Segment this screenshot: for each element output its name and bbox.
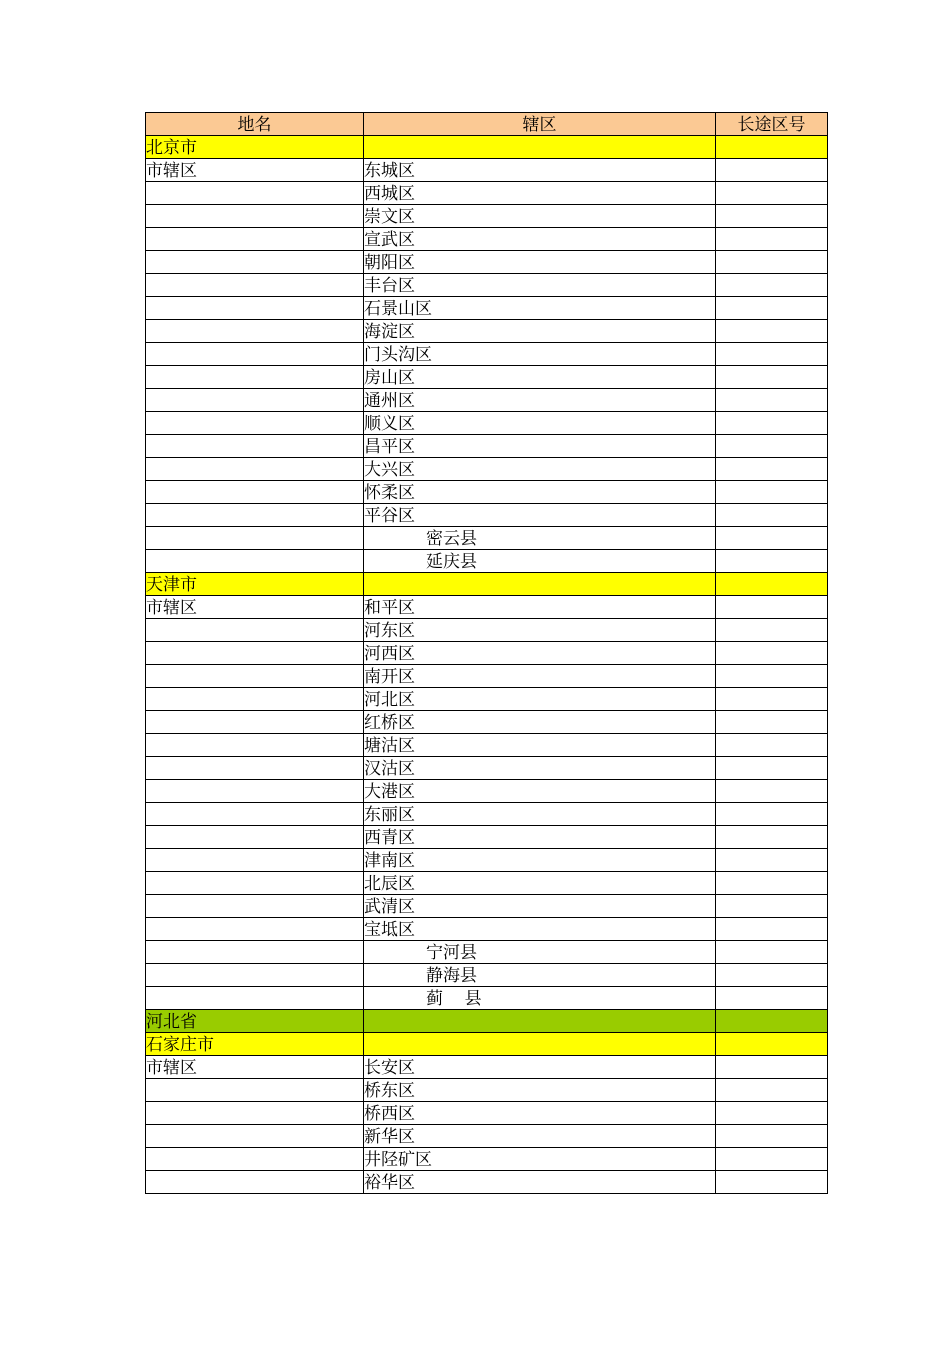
table-row [146, 964, 828, 987]
place-name-cell[interactable] [146, 757, 364, 780]
city-name-cell[interactable]: 石家庄市 [146, 1033, 364, 1056]
place-name-cell[interactable] [146, 366, 364, 389]
table-row [146, 1102, 828, 1125]
area-code-cell[interactable] [716, 619, 828, 642]
area-code-cell[interactable] [716, 228, 828, 251]
area-code-cell[interactable] [716, 1010, 828, 1033]
area-code-cell[interactable] [716, 941, 828, 964]
place-name-cell[interactable] [146, 297, 364, 320]
district-cell[interactable]: 大兴区 [364, 458, 716, 481]
area-code-cell[interactable] [716, 182, 828, 205]
table-row [146, 1125, 828, 1148]
district-cell[interactable]: 河北区 [364, 688, 716, 711]
district-cell[interactable]: 北辰区 [364, 872, 716, 895]
area-code-cell[interactable] [716, 504, 828, 527]
place-name-cell[interactable] [146, 987, 364, 1010]
area-code-cell[interactable] [716, 642, 828, 665]
area-code-cell[interactable] [716, 872, 828, 895]
city-name-cell[interactable]: 天津市 [146, 573, 364, 596]
area-code-cell[interactable] [716, 964, 828, 987]
header-area-code[interactable]: 长途区号 [716, 113, 828, 136]
place-name-cell[interactable] [146, 458, 364, 481]
table-row [146, 527, 828, 550]
district-cell[interactable] [364, 573, 716, 596]
place-name-cell[interactable] [146, 1079, 364, 1102]
area-code-cell[interactable] [716, 550, 828, 573]
district-cell[interactable]: 裕华区 [364, 1171, 716, 1194]
table-row [146, 1079, 828, 1102]
table-row [146, 734, 828, 757]
area-code-cell[interactable] [716, 389, 828, 412]
district-cell[interactable]: 汉沽区 [364, 757, 716, 780]
table-row [146, 826, 828, 849]
table-row [146, 435, 828, 458]
table-row [146, 619, 828, 642]
place-name-cell[interactable] [146, 412, 364, 435]
table-row [146, 688, 828, 711]
place-name-cell[interactable] [146, 895, 364, 918]
place-name-cell[interactable] [146, 251, 364, 274]
area-code-cell[interactable] [716, 435, 828, 458]
area-code-cell[interactable] [716, 159, 828, 182]
table-row [146, 872, 828, 895]
place-name-cell[interactable] [146, 918, 364, 941]
area-code-cell[interactable] [716, 895, 828, 918]
area-code-cell[interactable] [716, 1102, 828, 1125]
area-code-cell[interactable] [716, 412, 828, 435]
district-cell[interactable]: 海淀区 [364, 320, 716, 343]
table-row [146, 182, 828, 205]
area-code-cell[interactable] [716, 711, 828, 734]
district-cell[interactable] [364, 1033, 716, 1056]
place-name-cell[interactable] [146, 688, 364, 711]
place-name-cell[interactable] [146, 343, 364, 366]
district-cell[interactable]: 红桥区 [364, 711, 716, 734]
table-row [146, 481, 828, 504]
area-code-cell[interactable] [716, 366, 828, 389]
area-code-cell[interactable] [716, 757, 828, 780]
district-cell[interactable]: 蓟 县 [364, 987, 716, 1010]
place-name-cell[interactable] [146, 941, 364, 964]
district-cell[interactable]: 桥东区 [364, 1079, 716, 1102]
place-name-cell[interactable] [146, 527, 364, 550]
area-code-cell[interactable] [716, 780, 828, 803]
table-row [146, 389, 828, 412]
district-cell[interactable]: 怀柔区 [364, 481, 716, 504]
area-code-table [145, 112, 828, 1194]
area-code-cell[interactable] [716, 918, 828, 941]
place-name-cell[interactable] [146, 734, 364, 757]
district-cell[interactable]: 和平区 [364, 596, 716, 619]
table-row [146, 596, 828, 619]
area-code-cell[interactable] [716, 458, 828, 481]
district-cell[interactable]: 长安区 [364, 1056, 716, 1079]
district-cell[interactable]: 宁河县 [364, 941, 716, 964]
city-row [146, 1033, 828, 1056]
table-row [146, 849, 828, 872]
district-cell[interactable]: 宣武区 [364, 228, 716, 251]
table-row [146, 665, 828, 688]
header-district[interactable]: 辖区 [364, 113, 716, 136]
place-name-cell[interactable] [146, 849, 364, 872]
area-code-cell[interactable] [716, 826, 828, 849]
district-cell[interactable]: 西城区 [364, 182, 716, 205]
table-row [146, 205, 828, 228]
table-row [146, 343, 828, 366]
place-name-cell[interactable] [146, 389, 364, 412]
district-cell[interactable]: 河西区 [364, 642, 716, 665]
area-code-cell[interactable] [716, 688, 828, 711]
table-row [146, 274, 828, 297]
district-cell[interactable]: 石景山区 [364, 297, 716, 320]
district-cell[interactable]: 井陉矿区 [364, 1148, 716, 1171]
place-name-cell[interactable] [146, 504, 364, 527]
area-code-cell[interactable] [716, 481, 828, 504]
district-cell[interactable]: 大港区 [364, 780, 716, 803]
place-name-cell[interactable]: 市辖区 [146, 159, 364, 182]
district-cell[interactable]: 朝阳区 [364, 251, 716, 274]
table-row [146, 987, 828, 1010]
area-code-cell[interactable] [716, 343, 828, 366]
area-code-cell[interactable] [716, 1148, 828, 1171]
area-code-cell[interactable] [716, 803, 828, 826]
table-row [146, 1171, 828, 1194]
place-name-cell[interactable] [146, 1102, 364, 1125]
table-row [146, 412, 828, 435]
city-row [146, 136, 828, 159]
district-cell[interactable]: 南开区 [364, 665, 716, 688]
district-cell[interactable]: 通州区 [364, 389, 716, 412]
district-cell[interactable]: 东城区 [364, 159, 716, 182]
place-name-cell[interactable]: 市辖区 [146, 596, 364, 619]
area-code-cell[interactable] [716, 251, 828, 274]
district-cell[interactable] [364, 1010, 716, 1033]
area-code-cell[interactable] [716, 136, 828, 159]
district-cell[interactable]: 新华区 [364, 1125, 716, 1148]
table-row [146, 1056, 828, 1079]
area-code-cell[interactable] [716, 274, 828, 297]
header-row [146, 113, 828, 136]
area-code-cell[interactable] [716, 596, 828, 619]
area-code-cell[interactable] [716, 573, 828, 596]
area-code-cell[interactable] [716, 1171, 828, 1194]
district-cell[interactable]: 桥西区 [364, 1102, 716, 1125]
place-name-cell[interactable] [146, 711, 364, 734]
place-name-cell[interactable] [146, 205, 364, 228]
place-name-cell[interactable] [146, 964, 364, 987]
table-row [146, 803, 828, 826]
district-cell[interactable]: 塘沽区 [364, 734, 716, 757]
area-code-cell[interactable] [716, 1033, 828, 1056]
district-cell[interactable]: 东丽区 [364, 803, 716, 826]
place-name-cell[interactable] [146, 228, 364, 251]
district-cell[interactable]: 平谷区 [364, 504, 716, 527]
place-name-cell[interactable] [146, 550, 364, 573]
table-row [146, 550, 828, 573]
table-row [146, 228, 828, 251]
area-code-cell[interactable] [716, 320, 828, 343]
area-code-cell[interactable] [716, 527, 828, 550]
place-name-cell[interactable] [146, 182, 364, 205]
district-cell[interactable]: 西青区 [364, 826, 716, 849]
district-cell[interactable]: 密云县 [364, 527, 716, 550]
table-row [146, 780, 828, 803]
district-cell[interactable] [364, 136, 716, 159]
table-row [146, 458, 828, 481]
place-name-cell[interactable] [146, 1125, 364, 1148]
place-name-cell[interactable] [146, 320, 364, 343]
district-cell[interactable]: 宝坻区 [364, 918, 716, 941]
area-code-cell[interactable] [716, 734, 828, 757]
place-name-cell[interactable] [146, 642, 364, 665]
district-cell[interactable]: 昌平区 [364, 435, 716, 458]
place-name-cell[interactable] [146, 274, 364, 297]
header-place-name[interactable]: 地名 [146, 113, 364, 136]
area-code-cell[interactable] [716, 987, 828, 1010]
district-cell[interactable]: 河东区 [364, 619, 716, 642]
place-name-cell[interactable] [146, 780, 364, 803]
place-name-cell[interactable] [146, 481, 364, 504]
area-code-cell[interactable] [716, 205, 828, 228]
place-name-cell[interactable] [146, 619, 364, 642]
district-cell[interactable]: 崇文区 [364, 205, 716, 228]
place-name-cell[interactable] [146, 665, 364, 688]
area-code-cell[interactable] [716, 665, 828, 688]
district-cell[interactable]: 丰台区 [364, 274, 716, 297]
table-row [146, 757, 828, 780]
table-row [146, 711, 828, 734]
table-row [146, 504, 828, 527]
table-row [146, 159, 828, 182]
table-row [146, 1148, 828, 1171]
district-cell[interactable]: 门头沟区 [364, 343, 716, 366]
table-row [146, 941, 828, 964]
place-name-cell[interactable] [146, 435, 364, 458]
area-code-cell[interactable] [716, 1125, 828, 1148]
district-cell[interactable]: 津南区 [364, 849, 716, 872]
area-code-cell[interactable] [716, 1056, 828, 1079]
place-name-cell[interactable] [146, 803, 364, 826]
table-row [146, 918, 828, 941]
table-row [146, 297, 828, 320]
area-code-cell[interactable] [716, 297, 828, 320]
place-name-cell[interactable] [146, 1148, 364, 1171]
table-row [146, 642, 828, 665]
province-name-cell[interactable]: 河北省 [146, 1010, 364, 1033]
district-cell[interactable]: 静海县 [364, 964, 716, 987]
area-code-cell[interactable] [716, 1079, 828, 1102]
district-cell[interactable]: 房山区 [364, 366, 716, 389]
table-row [146, 320, 828, 343]
table-row [146, 251, 828, 274]
province-row [146, 1010, 828, 1033]
table-row [146, 366, 828, 389]
district-cell[interactable]: 顺义区 [364, 412, 716, 435]
city-name-cell[interactable]: 北京市 [146, 136, 364, 159]
table-row [146, 895, 828, 918]
district-cell[interactable]: 武清区 [364, 895, 716, 918]
place-name-cell[interactable] [146, 872, 364, 895]
city-row [146, 573, 828, 596]
place-name-cell[interactable] [146, 826, 364, 849]
place-name-cell[interactable]: 市辖区 [146, 1056, 364, 1079]
area-code-cell[interactable] [716, 849, 828, 872]
place-name-cell[interactable] [146, 1171, 364, 1194]
district-cell[interactable]: 延庆县 [364, 550, 716, 573]
